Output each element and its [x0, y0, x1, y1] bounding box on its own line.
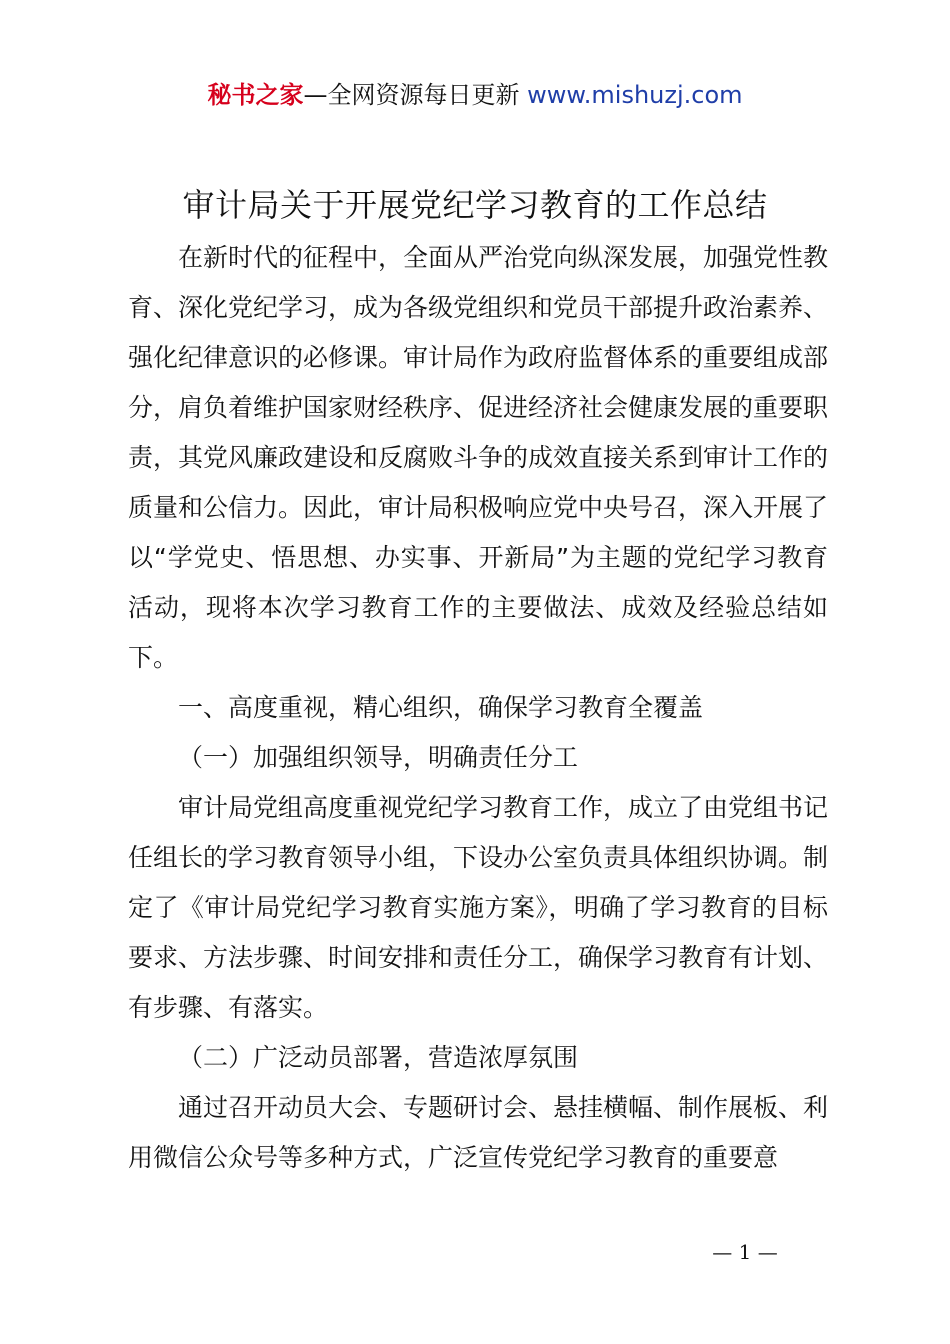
document-title: 审计局关于开展党纪学习教育的工作总结 [182, 186, 768, 224]
document-body [128, 233, 828, 1183]
body-paragraph: 审计局党组高度重视党纪学习教育工作，成立了由党组书记任组长的学习教育领导小组，下设办公室负责具体组织协调。制定了《审计局党纪学习教育实施方案》，明确了学习教育的目标要求、方法步骤、时间安排和责任分工，确保学习教育有计划、有步骤、有落实。 [128, 793, 829, 1022]
intro-paragraph: 在新时代的征程中，全面从严治党向纵深发展，加强党性教育、深化党纪学习，成为各级党组织和党员干部提升政治素养、强化纪律意识的必修课。审计局作为政府监督体系的重要组成部分，肩负着维护国家财经秩序、促进经济社会健康发展的重要职责，其党风廉政建设和反腐败斗争的成效直接关系到审计工作的质量和公信力。因此，审计局积极响应党中央号召，深入开展了以“学党史、悟思想、办实事、开新局”为主题的党纪学习教育活动，现将本次学习教育工作的主要做法、成效及经验总结如下。 [128, 243, 829, 672]
section-heading-1: 一、高度重视，精心组织，确保学习教育全覆盖 [178, 693, 704, 722]
page-number: — 1 — [712, 1240, 778, 1264]
site-brand: 秘书之家 [207, 81, 304, 109]
body-paragraph: 通过召开动员大会、专题研讨会、悬挂横幅、制作展板、利用微信公众号等多种方式，广泛宣传党纪学习教育的重要意 [128, 1093, 829, 1172]
subsection-heading-2: （二）广泛动员部署，营造浓厚氛围 [178, 1043, 579, 1072]
site-banner [0, 78, 950, 112]
subsection-heading-1: （一）加强组织领导，明确责任分工 [178, 743, 579, 772]
site-tagline: —全网资源每日更新 [303, 81, 520, 109]
site-url-link[interactable]: www.mishuzj.com [527, 81, 743, 109]
